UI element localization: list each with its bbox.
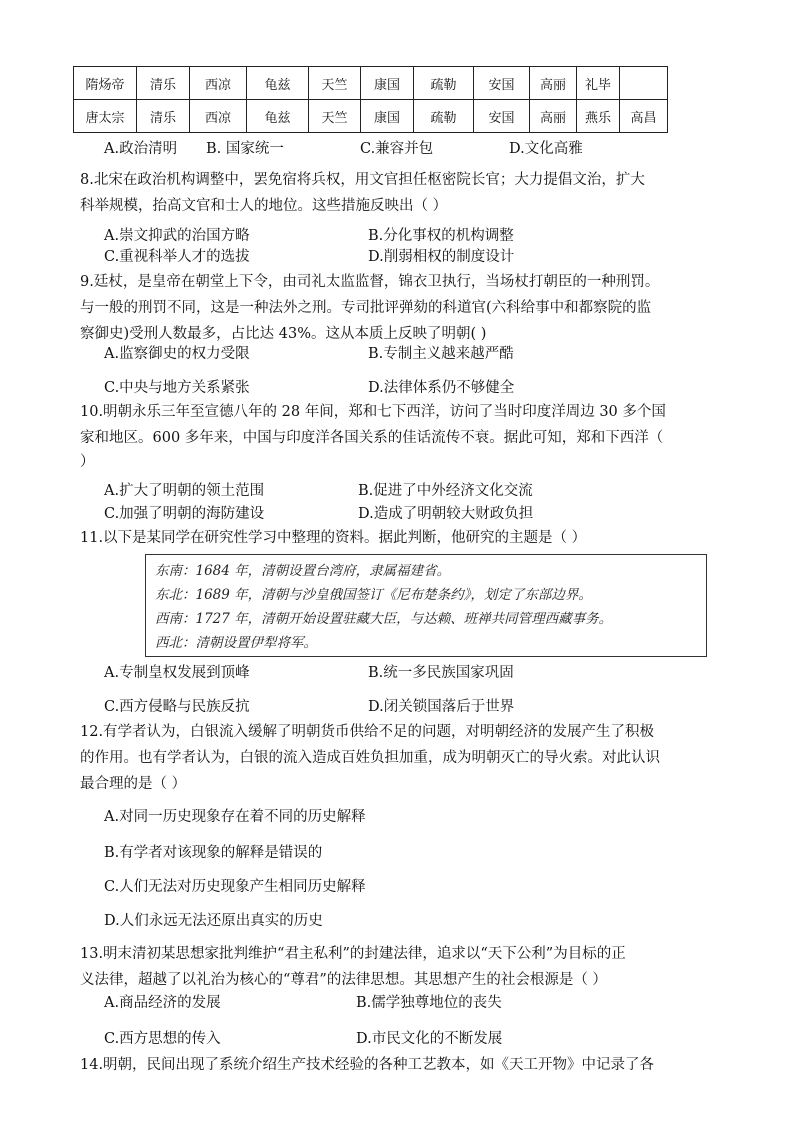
q13-stem-line: 13.明末清初某思想家批判维护“君主私利”的封建法律，追求以“天下公利”为目标的正 (80, 946, 626, 962)
q14-stem-line: 14.明朝，民间出现了系统介绍生产技术经验的各种工艺教本，如《天工开物》中记录了各 (80, 1057, 655, 1073)
q12-stem-line: 12.有学者认为，白银流入缓解了明朝货币供给不足的问题，对明朝经济的发展产生了积极 (80, 724, 655, 740)
q9-option-b[interactable]: B.专制主义越来越严酷 (368, 346, 514, 362)
q9-option-c[interactable]: C.中央与地方关系紧张 (104, 380, 250, 396)
table-cell: 燕乐 (577, 100, 620, 133)
q7-option-d[interactable]: D.文化高雅 (509, 141, 583, 157)
q9-stem-line: 与一般的刑罚不同，这是一种法外之刑。专司批评弹劾的科道官(六科给事中和都察院的监 (80, 300, 652, 316)
q10-stem-line: ） (80, 454, 95, 470)
q12-option-c[interactable]: C.人们无法对历史现象产生相同历史解释 (104, 879, 366, 895)
q11-option-d[interactable]: D.闭关锁国落后于世界 (368, 699, 515, 715)
q10-option-c[interactable]: C.加强了明朝的海防建设 (104, 506, 265, 522)
q9-option-d[interactable]: D.法律体系仍不够健全 (368, 380, 515, 396)
q9-stem-line: 9.廷杖，是皇帝在朝堂上下令，由司礼太监监督，锦衣卫执行，当场杖打朝臣的一种刑罚。 (80, 274, 660, 290)
table-cell (620, 67, 668, 100)
materials-line: 东北：1689 年，清朝与沙皇俄国签订《尼布楚条约》，划定了东部边界。 (155, 587, 592, 603)
q10-option-b[interactable]: B.促进了中外经济文化交流 (358, 483, 533, 499)
q13-option-a[interactable]: A.商品经济的发展 (104, 995, 221, 1011)
q8-option-a[interactable]: A.崇文抑武的治国方略 (104, 228, 250, 244)
q9-stem-line: 察御史)受刑人数最多，占比达 43%。这从本质上反映了明朝( ) (80, 326, 487, 342)
q10-option-d[interactable]: D.造成了明朝较大财政负担 (358, 506, 534, 522)
q11-option-b[interactable]: B.统一多民族国家巩固 (368, 665, 514, 681)
q10-stem-line: 家和地区。600 多年来，中国与印度洋各国关系的佳话流传不衰。据此可知，郑和下西洋（ (80, 430, 664, 446)
table-cell: 隋炀帝 (74, 67, 137, 100)
q8-option-c[interactable]: C.重视科举人才的选拔 (104, 249, 250, 265)
table-cell: 龟兹 (247, 67, 309, 100)
table-cell: 康国 (361, 67, 414, 100)
table-cell: 清乐 (137, 100, 190, 133)
q11-stem-line: 11.以下是某同学在研究性学习中整理的资料。据此判断，他研究的主题是（ ） (80, 530, 587, 546)
q7-option-b[interactable]: B. 国家统一 (206, 141, 284, 157)
table-cell: 疏勒 (414, 67, 474, 100)
materials-line: 东南：1684 年，清朝设置台湾府，隶属福建省。 (155, 563, 451, 579)
table-cell: 高昌 (620, 100, 668, 133)
q8-option-d[interactable]: D.削弱相权的制度设计 (368, 249, 515, 265)
q12-stem-line: 最合理的是（ ） (80, 776, 187, 792)
table-cell: 疏勒 (414, 100, 474, 133)
q12-option-a[interactable]: A.对同一历史现象存在着不同的历史解释 (104, 809, 366, 825)
table-cell: 西凉 (190, 67, 247, 100)
table-row (74, 100, 668, 133)
table-cell: 高丽 (530, 67, 577, 100)
table-cell: 天竺 (309, 67, 361, 100)
table-cell: 龟兹 (247, 100, 309, 133)
table-cell: 安国 (474, 67, 530, 100)
q12-option-d[interactable]: D.人们永远无法还原出真实的历史 (104, 913, 323, 929)
music-table (73, 66, 668, 133)
q7-option-a[interactable]: A.政治清明 (104, 141, 178, 157)
q8-stem-line: 科举规模，抬高文官和士人的地位。这些措施反映出（ ） (80, 198, 448, 214)
q11-option-a[interactable]: A.专制皇权发展到顶峰 (104, 665, 250, 681)
table-cell: 清乐 (137, 67, 190, 100)
q7-option-c[interactable]: C.兼容并包 (360, 141, 434, 157)
table-cell: 西凉 (190, 100, 247, 133)
q10-stem-line: 10.明朝永乐三年至宣德八年的 28 年间，郑和七下西洋，访问了当时印度洋周边 30 多个国 (80, 404, 666, 420)
q12-option-b[interactable]: B.有学者对该现象的解释是错误的 (104, 845, 323, 861)
materials-line: 西南：1727 年，清朝开始设置驻藏大臣，与达赖、班禅共同管理西藏事务。 (155, 611, 613, 627)
q8-option-b[interactable]: B.分化事权的机构调整 (368, 228, 514, 244)
q9-option-a[interactable]: A.监察御史的权力受限 (104, 346, 250, 362)
table-cell: 高丽 (530, 100, 577, 133)
table-cell: 唐太宗 (74, 100, 137, 133)
q11-option-c[interactable]: C.西方侵略与民族反抗 (104, 699, 250, 715)
q8-stem-line: 8.北宋在政治机构调整中，罢免宿将兵权，用文官担任枢密院长官；大力提倡文治，扩大 (80, 172, 645, 188)
materials-line: 西北：清朝设置伊犁将军。 (155, 635, 317, 651)
q10-option-a[interactable]: A.扩大了明朝的领土范围 (104, 483, 265, 499)
q13-stem-line: 义法律，超越了以礼治为核心的“尊君”的法律思想。其思想产生的社会根源是（ ） (80, 972, 607, 988)
q12-stem-line: 的作用。也有学者认为，白银的流入造成百姓负担加重，成为明朝灭亡的导火索。对此认识 (80, 750, 660, 766)
table-cell: 礼毕 (577, 67, 620, 100)
q13-option-b[interactable]: B.儒学独尊地位的丧失 (356, 995, 502, 1011)
table-cell: 安国 (474, 100, 530, 133)
q13-option-c[interactable]: C.西方思想的传入 (104, 1031, 221, 1047)
table-cell: 天竺 (309, 100, 361, 133)
table-row (74, 67, 668, 100)
q11-materials-box (145, 554, 707, 657)
q13-option-d[interactable]: D.市民文化的不断发展 (356, 1031, 503, 1047)
table-cell: 康国 (361, 100, 414, 133)
